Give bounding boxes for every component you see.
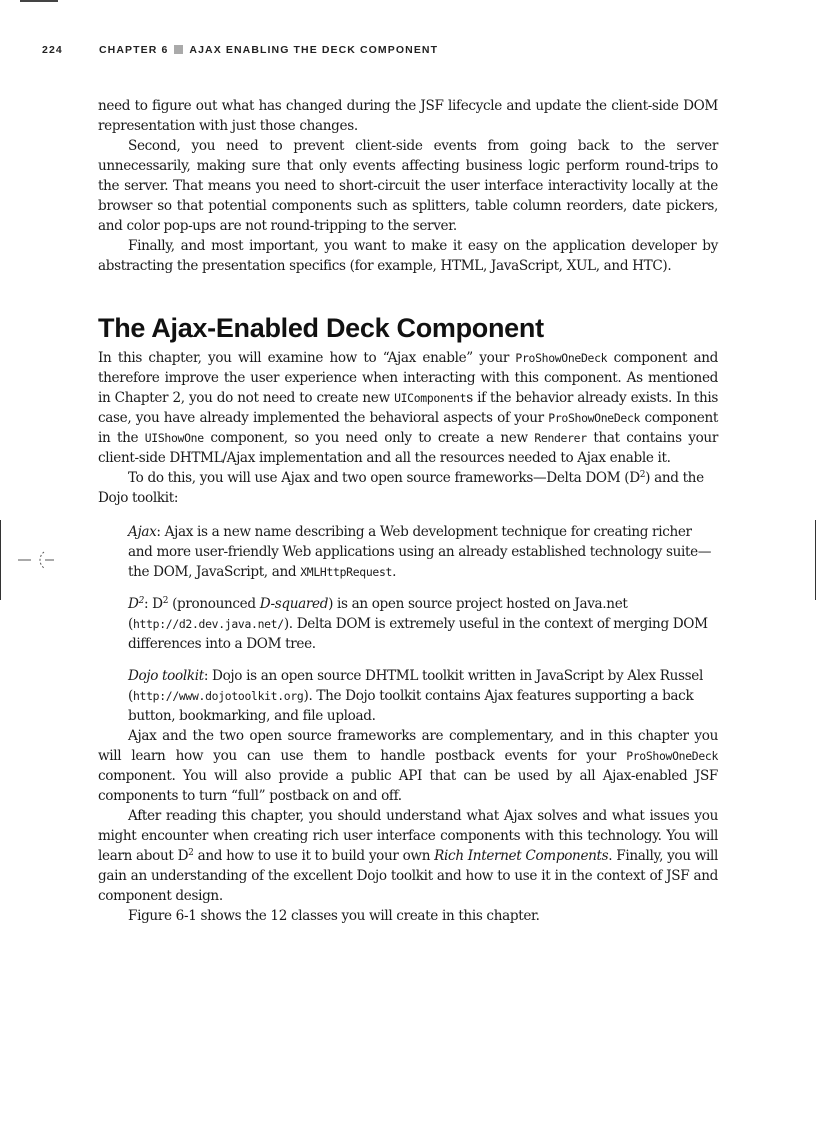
registration-mark-icon <box>14 548 54 572</box>
code-proshowonedeck: ProShowOneDeck <box>626 749 718 763</box>
code-proshowonedeck: ProShowOneDeck <box>515 351 608 365</box>
term-ajax: Ajax <box>128 524 157 540</box>
intro-paragraph-2: Second, you need to prevent client-side events from going back to the server unnecessarily, making sure that only events affecting business logic perform round-trips to the server. That means you need to short-circuit the user interface interactivity locally at the browser so that potential components such as splitters, table column reorders, date pickers, and color pop-ups are not round-tripping to the server. <box>98 138 718 234</box>
term-dojo: Dojo toolkit <box>128 668 204 684</box>
list-item-d2: $D^2$: $D^2$ (pronounced D-squared) is an open source project hosted on Java.net (http://d2.dev.java.net/). Delta DOM is extremely useful in the context of merging DOM differences into a DOM tree. <box>128 596 708 652</box>
chapter-title: AJAX ENABLING THE DECK COMPONENT <box>189 44 439 56</box>
page-body <box>98 96 718 926</box>
code-renderer: Renderer <box>534 431 587 445</box>
list-item-dojo: Dojo toolkit: Dojo is an open source DHTML toolkit written in JavaScript by Alex Russel (http://www.dojotoolkit.org). The Dojo toolkit contains Ajax features supporting a back button, bookmarking, and file upload. <box>128 668 703 724</box>
section-paragraph-5: Figure 6-1 shows the 12 classes you will create in this chapter. <box>128 908 540 924</box>
crop-mark-left <box>0 520 1 600</box>
square-bullet-icon <box>174 45 183 54</box>
code-uishowone: UIShowOne <box>144 431 204 445</box>
term-d2: $D^2$ <box>128 596 144 612</box>
section-paragraph-1: In this chapter, you will examine how to “Ajax enable” your ProShowOneDeck component and therefore improve the user experience when interacting with this component. As mentioned in Chapter 2, you do not need to create new UIComponents if the behavior already exists. In this case, you have already implemented the behavioral aspects of your ProShowOneDeck component in the UIShowOne component, so you need only to create a new Renderer that contains your client-side DHTML/Ajax implementation and all the resources needed to Ajax enable it. <box>98 350 719 466</box>
link-dojo-url: http://www.dojotoolkit.org <box>132 689 304 703</box>
section-paragraph-4: After reading this chapter, you should understand what Ajax solves and what issues you might encounter when creating rich user interface components with this technology. You will learn about $D^2$ and how to use it to build your own Rich Internet Components. Finally, you will gain an understanding of the excellent Dojo toolkit and how to use it in the context of JSF and component design. <box>98 808 718 904</box>
running-head <box>42 44 438 56</box>
code-proshowonedeck: ProShowOneDeck <box>548 411 641 425</box>
link-d2-url: http://d2.dev.java.net/ <box>132 617 284 631</box>
page-number: 224 <box>42 44 63 56</box>
intro-paragraph-1: need to figure out what has changed during the JSF lifecycle and update the client-side DOM representation with just those changes. <box>98 98 718 134</box>
section-heading: The Ajax-Enabled Deck Component <box>98 313 544 343</box>
code-uicomponent: UIComponent <box>394 391 467 405</box>
section-paragraph-2: To do this, you will use Ajax and two open source frameworks—Delta DOM $(D^2)$ and the Dojo toolkit: <box>98 470 704 506</box>
chapter-label: CHAPTER 6 <box>99 44 169 56</box>
crop-mark-top <box>20 0 58 2</box>
list-item-ajax: Ajax: Ajax is a new name describing a Web development technique for creating richer and more user-friendly Web applications using an already established technology suite—the DOM, JavaScript, and XMLHttpRequest. <box>128 524 712 580</box>
code-xmlhttprequest: XMLHttpRequest <box>300 565 393 579</box>
section-paragraph-3: Ajax and the two open source frameworks are complementary, and in this chapter you will learn how you can use them to handle postback events for your ProShowOneDeck component. You will also provide a public API that can be used by all Ajax-enabled JSF components to turn “full” postback on and off. <box>98 728 718 804</box>
intro-paragraph-3: Finally, and most important, you want to make it easy on the application developer by abstracting the presentation specifics (for example, HTML, JavaScript, XUL, and HTC). <box>98 238 718 274</box>
